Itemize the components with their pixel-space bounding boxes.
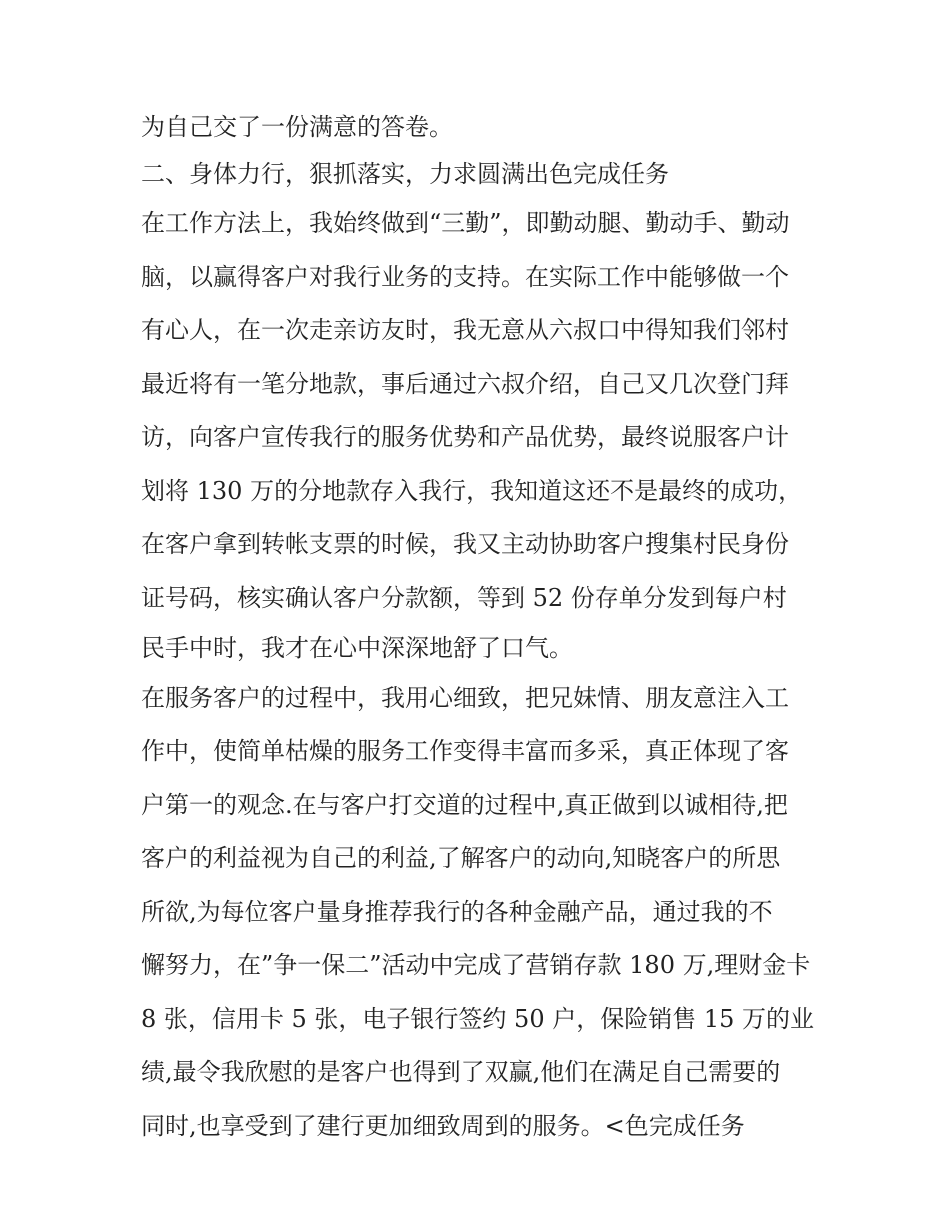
document-body: [141, 104, 821, 1153]
text-line: 所欲,为每位客户量身推荐我行的各种金融产品，通过我的不: [141, 897, 773, 926]
text-line: 在客户拿到转帐支票的时候，我又主动协助客户搜集村民身份: [141, 530, 789, 558]
text-line: 民手中时，我才在心中深深地舒了口气。: [141, 634, 573, 662]
text-line: 绩,最令我欣慰的是客户也得到了双赢,他们在满足自己需要的: [141, 1058, 781, 1086]
text-line: 在服务客户的过程中，我用心细致，把兄妹情、朋友意注入工: [141, 683, 789, 712]
text-line: 脑，以赢得客户对我行业务的支持。在实际工作中能够做一个: [141, 262, 789, 291]
section-heading: 二、身体力行，狠抓落实，力求圆满出色完成任务: [141, 159, 669, 188]
text-line: 8 张，信用卡 5 张，电子银行签约 50 户，保险销售 15 万的业: [141, 1004, 815, 1033]
text-line: 作中，使简单枯燥的服务工作变得丰富而多采，真正体现了客: [141, 737, 789, 765]
text-line: 客户的利益视为自己的利益,了解客户的动向,知晓客户的所思: [141, 844, 781, 872]
text-line: 在工作方法上，我始终做到“三勤”，即勤动腿、勤动手、勤动: [141, 209, 790, 237]
text-line: 访，向客户宣传我行的服务优势和产品优势，最终说服客户计: [141, 423, 789, 451]
text-line: 证号码，核实确认客户分款额，等到 52 份存单分发到每户村: [141, 583, 787, 612]
text-line: 懈努力，在”争一保二”活动中完成了营销存款 180 万,理财金卡: [141, 951, 811, 979]
text-line: 最近将有一笔分地款，事后通过六叔介绍，自己又几次登门拜: [141, 369, 789, 398]
text-line: 同时,也享受到了建行更加细致周到的服务。<色完成任务: [141, 1111, 745, 1140]
text-line: 有心人，在一次走亲访友时，我无意从六叔口中得知我们邻村: [141, 316, 789, 344]
text-line: 划将 130 万的分地款存入我行，我知道这还不是最终的成功，: [141, 476, 803, 505]
text-line: 户第一的观念.在与客户打交道的过程中,真正做到以诚相待,把: [141, 790, 788, 819]
text-line: 为自己交了一份满意的答卷。: [141, 113, 453, 141]
